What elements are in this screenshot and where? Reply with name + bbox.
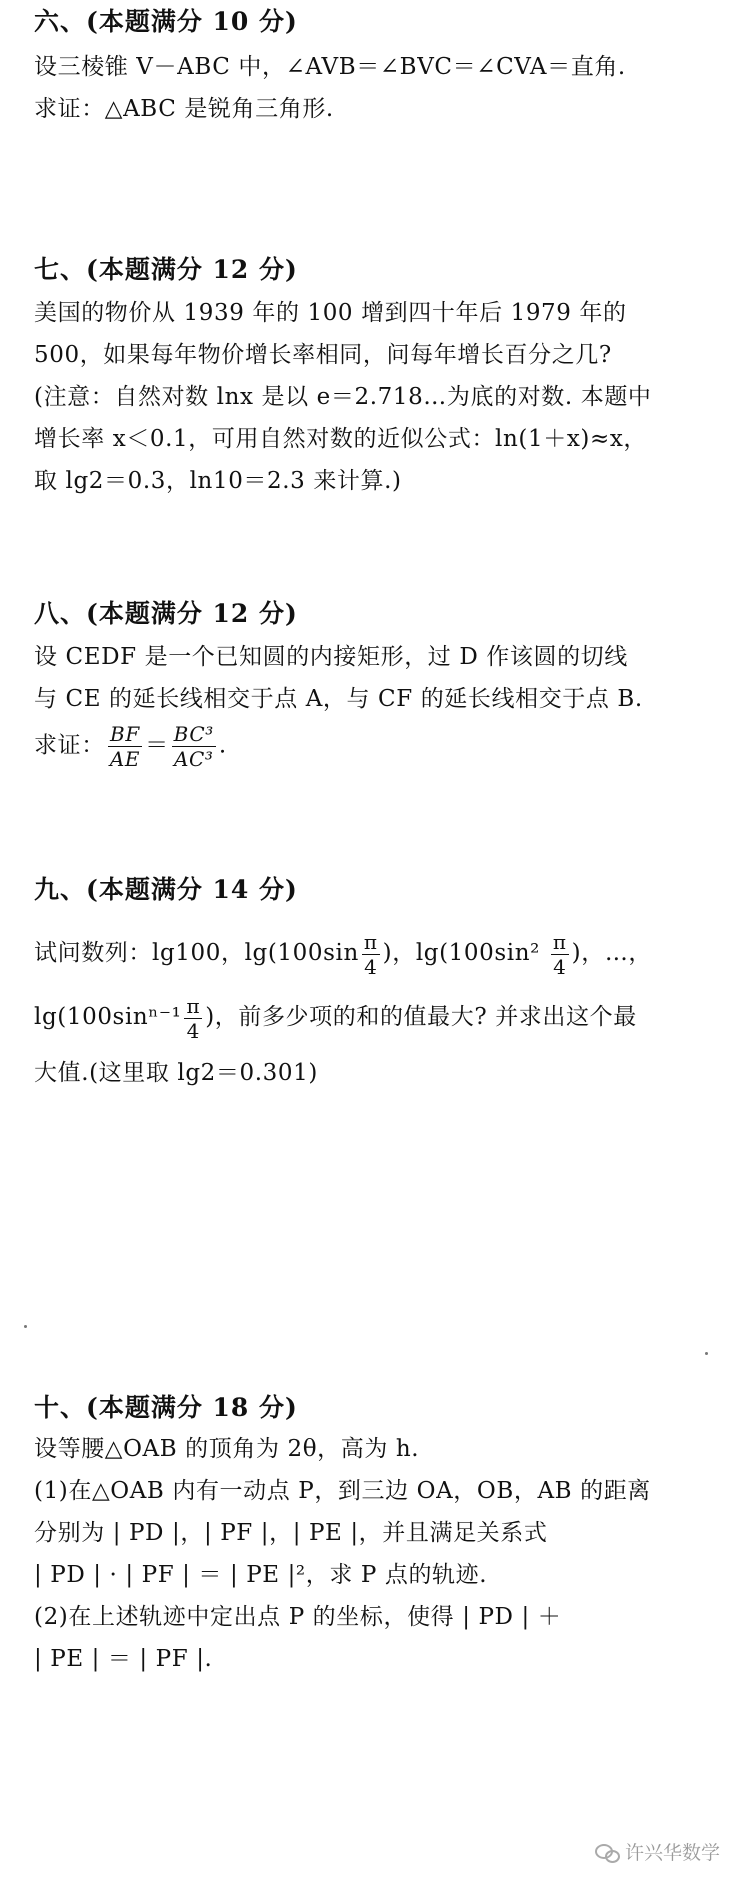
- problem-line: (2)在上述轨迹中定出点 P 的坐标，使得 | PD | ＋: [34, 1604, 562, 1630]
- problem-line: 求证：△ABC 是锐角三角形.: [34, 96, 334, 122]
- problem-6: [34, 6, 704, 130]
- scan-speck: [24, 1325, 27, 1328]
- fraction-pi-over-4: [551, 929, 569, 979]
- sequence-line: [34, 928, 704, 978]
- watermark: [595, 1838, 720, 1865]
- problem-heading: 十、(本题满分 18 分): [34, 1393, 298, 1422]
- fraction-numerator: π: [552, 929, 567, 954]
- sequence-text: )，前多少项的和的值最大? 并求出这个最: [205, 1004, 637, 1030]
- problem-line: 设等腰△OAB 的顶角为 2θ，高为 h.: [34, 1436, 420, 1462]
- problem-heading: 七、(本题满分 12 分): [34, 255, 298, 284]
- sequence-text: lg(100sinⁿ⁻¹: [34, 1004, 182, 1030]
- problem-line: 美国的物价从 1939 年的 100 增到四十年后 1979 年的: [34, 300, 627, 326]
- proof-line: [34, 724, 704, 769]
- fraction-pi-over-4: [362, 929, 380, 979]
- sequence-line: [34, 992, 704, 1042]
- equals-sign: ＝: [145, 732, 169, 759]
- fraction-denominator: 4: [364, 954, 378, 979]
- fraction-bc3-ac3: [172, 724, 216, 769]
- fraction-numerator: π: [363, 929, 378, 954]
- fraction-pi-over-4: [184, 993, 202, 1043]
- watermark-text: 许兴华数学: [624, 1842, 720, 1864]
- fraction-numerator: π: [186, 993, 201, 1018]
- problem-heading: 六、(本题满分 10 分): [34, 7, 298, 36]
- scan-speck: [705, 1352, 708, 1355]
- problem-line: 与 CE 的延长线相交于点 A，与 CF 的延长线相交于点 B.: [34, 686, 643, 712]
- problem-line: 分别为 | PD |，| PF |，| PE |，并且满足关系式: [34, 1520, 548, 1546]
- fraction-denominator: AE: [109, 747, 141, 771]
- sequence-text: 试问数列：lg100，lg(100sin: [34, 940, 359, 966]
- problem-line: (注意：自然对数 lnx 是以 e＝2.718…为底的对数. 本题中: [34, 384, 652, 410]
- problem-line: | PE | ＝ | PF |.: [34, 1646, 213, 1672]
- problem-7: [34, 254, 704, 502]
- problem-9: [34, 874, 704, 1094]
- fraction-denominator: 4: [553, 954, 567, 979]
- sequence-text: )，…，: [571, 940, 653, 966]
- fraction-numerator: BC³: [173, 722, 214, 746]
- problem-line: 增长率 x＜0.1，可用自然对数的近似公式：ln(1＋x)≈x，: [34, 426, 648, 452]
- fraction-denominator: AC³: [173, 747, 214, 771]
- problem-8: [34, 598, 704, 769]
- problem-heading: 九、(本题满分 14 分): [34, 875, 298, 904]
- problem-10: [34, 1392, 704, 1680]
- period: .: [218, 732, 227, 759]
- problem-line: 设三棱锥 V－ABC 中，∠AVB＝∠BVC＝∠CVA＝直角.: [34, 54, 626, 80]
- problem-line: 设 CEDF 是一个已知圆的内接矩形，过 D 作该圆的切线: [34, 644, 628, 670]
- fraction-numerator: BF: [110, 722, 140, 746]
- sequence-text: )，lg(100sin²: [382, 940, 548, 966]
- wechat-icon: [595, 1843, 619, 1861]
- problem-line: | PD | · | PF | ＝ | PE |²，求 P 点的轨迹.: [34, 1562, 488, 1588]
- proof-prefix: 求证：: [34, 732, 105, 759]
- fraction-bf-ae: [108, 724, 142, 769]
- problem-line: 取 lg2＝0.3，ln10＝2.3 来计算.): [34, 468, 402, 494]
- problem-line: (1)在△OAB 内有一动点 P，到三边 OA，OB，AB 的距离: [34, 1478, 651, 1504]
- problem-line: 500，如果每年物价增长率相同，问每年增长百分之几?: [34, 342, 612, 368]
- problem-line: 大值.(这里取 lg2＝0.301): [34, 1060, 318, 1086]
- problem-heading: 八、(本题满分 12 分): [34, 599, 298, 628]
- fraction-denominator: 4: [186, 1018, 200, 1043]
